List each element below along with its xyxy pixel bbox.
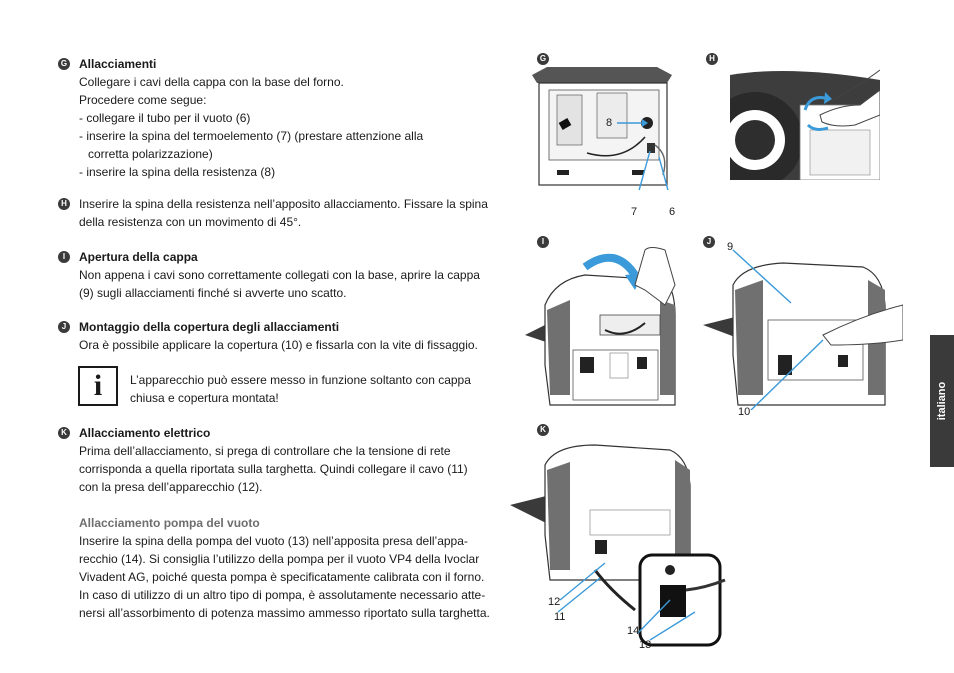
callout-8: 8 [606, 117, 613, 129]
text-line: Collegare i cavi della cappa con la base del forno. [79, 75, 344, 89]
language-tab-label: italiano [936, 381, 948, 421]
section-title: Allacciamenti [79, 57, 157, 71]
section-marker-h: H [58, 198, 70, 210]
figure-j-cover [703, 245, 903, 410]
section-title: Montaggio della copertura degli allacciamenti [79, 320, 340, 334]
text-line: (9) sugli allacciamenti finché si avverte uno scatto. [79, 286, 347, 300]
figure-marker-k: K [537, 424, 549, 436]
figure-marker-g: G [537, 53, 549, 65]
section-marker-i: I [58, 251, 70, 263]
text-line: L’apparecchio può essere messo in funzione soltanto con cappa [130, 373, 471, 387]
info-icon: i [78, 366, 118, 406]
section-title: Apertura della cappa [79, 250, 198, 264]
list-item-continuation: corretta polarizzazione) [88, 147, 213, 161]
list-item: - collegare il tubo per il vuoto (6) [79, 111, 251, 125]
figure-i-open-hood [525, 245, 685, 410]
callout-12: 12 [548, 596, 561, 608]
text-line: recchio (14). Si consiglia l’utilizzo della pompa per il vuoto VP4 della Ivoclar [79, 552, 480, 566]
callout-14: 14 [627, 625, 640, 637]
callout-10: 10 [738, 406, 751, 418]
text-line: Vivadent AG, poiché questa pompa è specificatamente calibrata con il forno. [79, 570, 485, 584]
list-item: - inserire la spina del termoelemento (7) (prestare attenzione alla [79, 129, 424, 143]
text-line: con la presa dell’apparecchio (12). [79, 480, 263, 494]
text-line: nersi all’assorbimento di potenza massimo ammesso riportato sulla targhetta. [79, 606, 490, 620]
text-line: Inserire la spina della pompa del vuoto (13) nell’apposita presa dell’appa- [79, 534, 468, 548]
callout-9: 9 [727, 241, 734, 253]
text-line: chiusa e copertura montata! [130, 391, 279, 405]
text-line: corrisponda a quella riportata sulla targhetta. Quindi collegare il cavo (11) [79, 462, 468, 476]
figure-marker-j: J [703, 236, 715, 248]
list-item: - inserire la spina della resistenza (8) [79, 165, 276, 179]
figure-h-plug [730, 60, 880, 180]
callout-6: 6 [669, 206, 676, 218]
text-line: della resistenza con un movimento di 45°. [79, 215, 302, 229]
language-tab [930, 335, 954, 467]
callout-7: 7 [631, 206, 638, 218]
callout-11: 11 [554, 611, 566, 623]
text-line: Inserire la spina della resistenza nell’apposito allacciamento. Fissare la spina [79, 197, 488, 211]
text-line: Prima dell’allacciamento, si prega di controllare che la tensione di rete [79, 444, 451, 458]
info-note [130, 371, 490, 407]
section-marker-g: G [58, 58, 70, 70]
section-marker-j: J [58, 321, 70, 333]
figure-k-electric [510, 440, 730, 660]
text-line: Ora è possibile applicare la copertura (10) e fissarla con la vite di fissaggio. [79, 338, 478, 352]
section-marker-k: K [58, 427, 70, 439]
text-line: In caso di utilizzo di un altro tipo di pompa, è assolutamente necessario atte- [79, 588, 486, 602]
figure-marker-h: H [706, 53, 718, 65]
section-subtitle: Allacciamento pompa del vuoto [79, 516, 260, 530]
callout-13: 13 [639, 639, 652, 651]
figure-marker-i: I [537, 236, 549, 248]
text-line: Non appena i cavi sono correttamente collegati con la base, aprire la cappa [79, 268, 480, 282]
figure-g-connections [527, 65, 677, 190]
section-title: Allacciamento elettrico [79, 426, 211, 440]
text-line: Procedere come segue: [79, 93, 207, 107]
